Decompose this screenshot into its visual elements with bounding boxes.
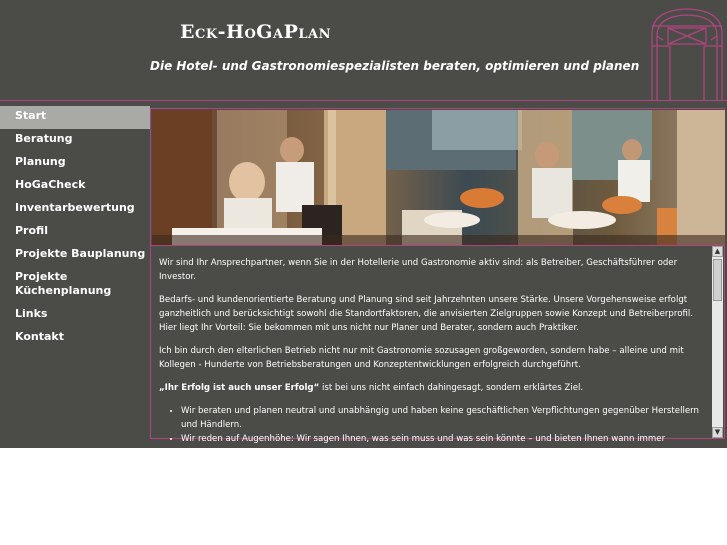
approach-paragraph: Bedarfs- und kundenorientierte Beratung und Planung sind seit Jahrzehnten unsere Stärke. Unsere Vorgehensweise erfolgt ganzheitlich und berücksichtigt sowohl die Standortfaktoren, die anvisierten Zielgruppen sowie Konzept und Betreiberprofil. Hier liegt Ihr Vorteil: Sie bekommen mit uns nicht nur Planer und Berater, sondern auch Praktiker.	[159, 295, 694, 333]
site-title[interactable]: Eck-HoGaPlan	[180, 21, 331, 43]
list-item: • Wir reden auf Augenhöhe: Wir sagen Ihnen, was sein muss und was sein könnte – und bieten Ihnen wann immer	[181, 432, 704, 446]
scroll-down-icon[interactable]: ▼	[712, 427, 723, 438]
nav-item-start[interactable]: Start	[0, 106, 150, 129]
portal-logo-icon	[648, 6, 726, 102]
header	[0, 0, 727, 101]
header-divider	[0, 100, 727, 101]
intro-paragraph: Wir sind Ihr Ansprechpartner, wenn Sie in der Hotellerie und Gastronomie aktiv sind: als Betreiber, Geschäftsführer oder Investor.	[159, 258, 678, 282]
success-slogan: „Ihr Erfolg ist auch unser Erfolg“	[159, 383, 320, 393]
main-navigation	[0, 106, 150, 350]
content-scrollbar[interactable]	[712, 246, 723, 438]
nav-item-hogacheck[interactable]: HoGaCheck	[15, 178, 86, 191]
benefits-list	[159, 404, 704, 446]
success-text: ist bei uns nicht einfach dahingesagt, sondern erklärtes Ziel.	[319, 383, 584, 393]
content-box	[150, 108, 725, 444]
nav-item-planung[interactable]: Planung	[15, 155, 66, 168]
list-item: • Wir beraten und planen neutral und unabhängig und haben keine geschäftlichen Verpflichtungen gegenüber Herstellern und Händlern.	[181, 404, 704, 432]
nav-item-links[interactable]: Links	[15, 307, 48, 320]
success-paragraph	[159, 381, 704, 395]
experience-paragraph: Ich bin durch den elterlichen Betrieb nicht nur mit Gastronomie sozusagen großgeworden, sondern habe – alleine und mit Kollegen - Hunderte von Betriebsberatungen und Konzeptentwicklungen erfolgreich durchgeführt.	[159, 346, 684, 370]
nav-item-kontakt[interactable]: Kontakt	[15, 330, 64, 343]
tagline: Die Hotel- und Gastronomiespezialisten beraten, optimieren und planen	[150, 59, 640, 73]
nav-item-profil[interactable]: Profil	[15, 224, 48, 237]
scrollbar-thumb[interactable]	[713, 259, 722, 301]
restaurant-photo	[152, 110, 725, 245]
nav-item-beratung[interactable]: Beratung	[15, 132, 73, 145]
nav-item-inventarbewertung[interactable]: Inventarbewertung	[15, 201, 135, 214]
nav-item-projekte-kuechenplanung[interactable]: Projekte Küchenplanung	[15, 270, 112, 297]
nav-item-projekte-bauplanung[interactable]: Projekte Bauplanung	[15, 247, 146, 260]
scroll-up-icon[interactable]: ▲	[712, 246, 723, 257]
content-text	[152, 246, 712, 444]
